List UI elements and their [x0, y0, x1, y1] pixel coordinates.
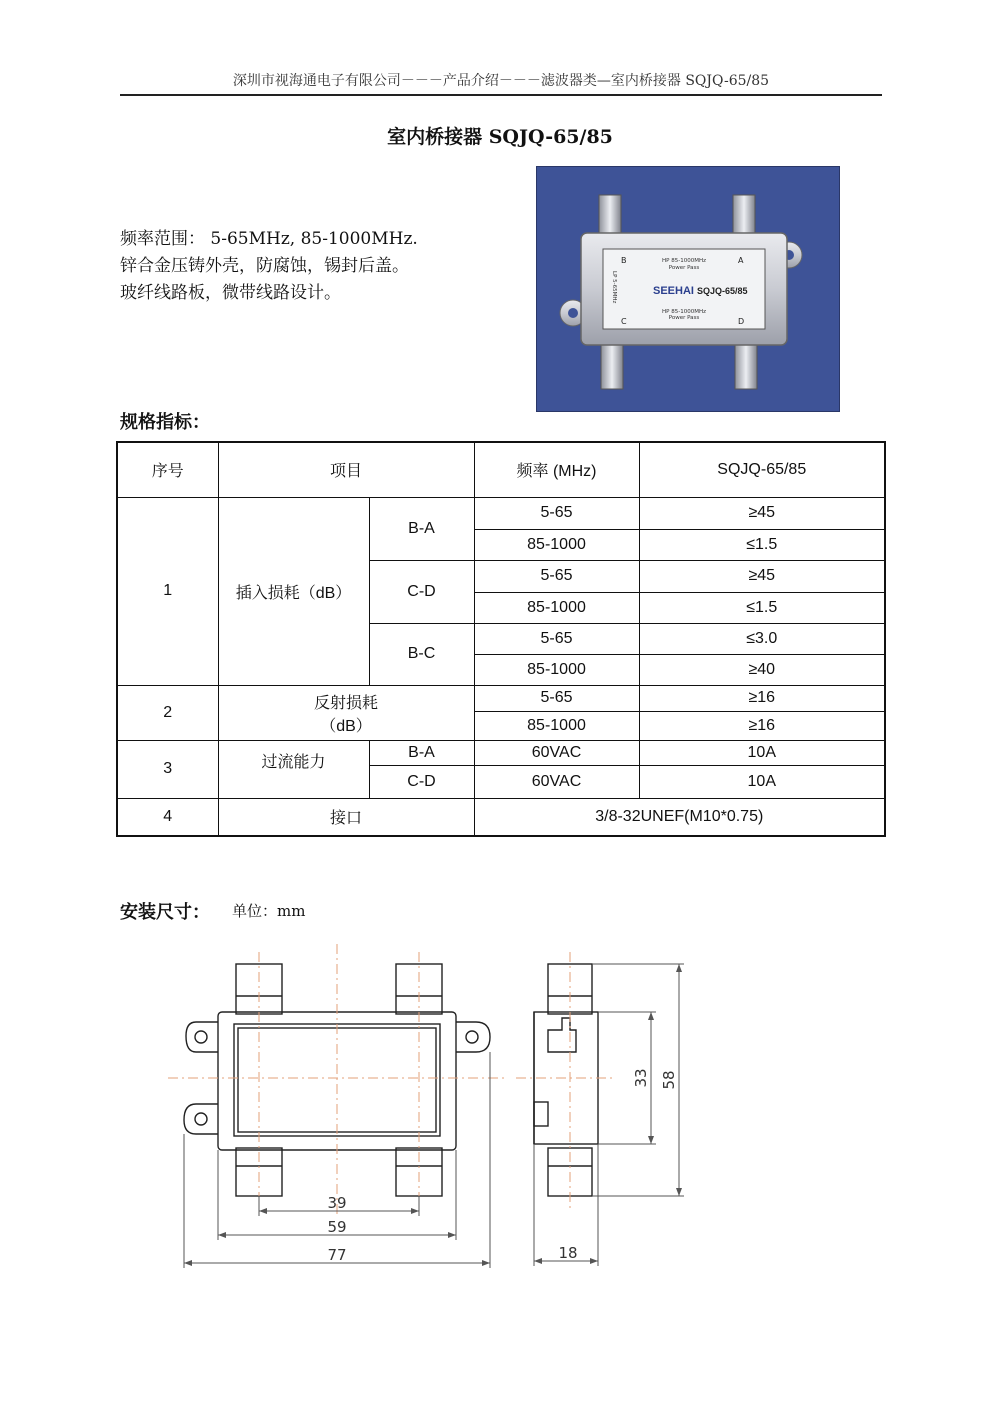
row3-cd-v: 10A	[639, 765, 885, 798]
dimension-59: 59	[327, 1218, 347, 1236]
row1-bc-v1: ≤3.0	[639, 623, 885, 654]
row1-bc-f1: 5-65	[474, 623, 639, 654]
row1-ba-v1: ≥45	[639, 497, 885, 529]
connector-d-bottom	[735, 345, 757, 389]
row1-bc-label: B-C	[369, 623, 474, 685]
row3-ba-v: 10A	[639, 740, 885, 765]
row3-item: 过流能力	[218, 740, 369, 798]
description-line-board: 玻纤线路板，微带线路设计。	[120, 283, 341, 303]
row3-index: 3	[117, 740, 218, 798]
svg-text:SQJQ-65/85: SQJQ-65/85	[697, 286, 748, 296]
connector-c-bottom	[601, 345, 623, 389]
description-line-frequency: 频率范围： 5-65MHz, 85-1000MHz.	[120, 229, 418, 249]
row1-index: 1	[117, 497, 218, 685]
svg-text:LP 5-65MHz: LP 5-65MHz	[611, 271, 617, 304]
front-mount-ear-right	[456, 1022, 490, 1052]
table-row	[117, 740, 885, 765]
front-mount-ear-left-lower	[184, 1104, 218, 1134]
header-index: 序号	[117, 442, 218, 497]
row3-ba-label: B-A	[369, 740, 474, 765]
svg-text:Power Pass: Power Pass	[668, 265, 700, 271]
product-description	[120, 226, 418, 307]
dimension-drawing-svg	[160, 940, 720, 1280]
row1-ba-f2: 85-1000	[474, 529, 639, 560]
svg-text:A: A	[738, 256, 744, 265]
row1-cd-f1: 5-65	[474, 560, 639, 592]
page-title: 室内桥接器 SQJQ-65/85	[387, 126, 613, 148]
row2-f1: 5-65	[474, 685, 639, 711]
row4-index: 4	[117, 798, 218, 836]
spec-table	[116, 441, 886, 837]
row1-cd-v2: ≤1.5	[639, 592, 885, 623]
table-row	[117, 685, 885, 711]
svg-text:SEEHAI: SEEHAI	[653, 285, 694, 297]
page-header: 深圳市视海通电子有限公司－－－产品介绍－－－滤波器类—室内桥接器 SQJQ-65/85	[232, 73, 770, 89]
row2-f2: 85-1000	[474, 711, 639, 740]
description-line-housing: 锌合金压铸外壳，防腐蚀，锡封后盖。	[120, 256, 409, 276]
row3-cd-f: 60VAC	[474, 765, 639, 798]
row2-item	[218, 685, 474, 740]
svg-text:D: D	[738, 317, 745, 326]
svg-text:HP 85-1000MHz: HP 85-1000MHz	[662, 309, 706, 315]
row3-cd-label: C-D	[369, 765, 474, 798]
row2-index: 2	[117, 685, 218, 740]
row1-cd-v1: ≥45	[639, 560, 885, 592]
row2-v2: ≥16	[639, 711, 885, 740]
dimension-18: 18	[558, 1244, 578, 1262]
row1-item: 插入损耗（dB）	[218, 497, 369, 685]
row1-ba-label: B-A	[369, 497, 474, 560]
front-mount-ear-left	[186, 1022, 218, 1052]
row1-bc-v2: ≥40	[639, 654, 885, 685]
row1-bc-f2: 85-1000	[474, 654, 639, 685]
dimensions-unit: 单位：mm	[232, 902, 306, 920]
svg-text:B: B	[621, 256, 627, 265]
row3-ba-f: 60VAC	[474, 740, 639, 765]
table-header-row	[117, 442, 885, 497]
row1-ba-v2: ≤1.5	[639, 529, 885, 560]
product-photo-illustration	[537, 167, 839, 411]
table-row	[117, 497, 885, 529]
header-item: 项目	[218, 442, 474, 497]
dimensions-heading: 安装尺寸：	[120, 902, 210, 923]
svg-text:Power Pass: Power Pass	[668, 315, 700, 321]
row4-value: 3/8-32UNEF(M10*0.75)	[474, 798, 885, 836]
row4-item: 接口	[218, 798, 474, 836]
row1-cd-f2: 85-1000	[474, 592, 639, 623]
dimension-58: 58	[660, 1070, 678, 1090]
row1-cd-label: C-D	[369, 560, 474, 623]
header-frequency: 频率 (MHz)	[474, 442, 639, 497]
svg-text:C: C	[621, 317, 627, 326]
row2-item-line1: 反射损耗	[314, 694, 379, 712]
row2-v1: ≥16	[639, 685, 885, 711]
header-rule	[120, 94, 882, 96]
row2-item-line2: （dB）	[320, 717, 372, 735]
table-row	[117, 798, 885, 836]
dimension-39: 39	[327, 1194, 347, 1212]
header-model: SQJQ-65/85	[639, 442, 885, 497]
product-photo	[536, 166, 840, 412]
svg-text:HP 85-1000MHz: HP 85-1000MHz	[662, 258, 706, 264]
dimension-drawing	[160, 940, 720, 1284]
spec-heading: 规格指标：	[120, 412, 210, 433]
dimension-33: 33	[632, 1068, 650, 1088]
row1-ba-f1: 5-65	[474, 497, 639, 529]
dimension-77: 77	[327, 1246, 347, 1264]
